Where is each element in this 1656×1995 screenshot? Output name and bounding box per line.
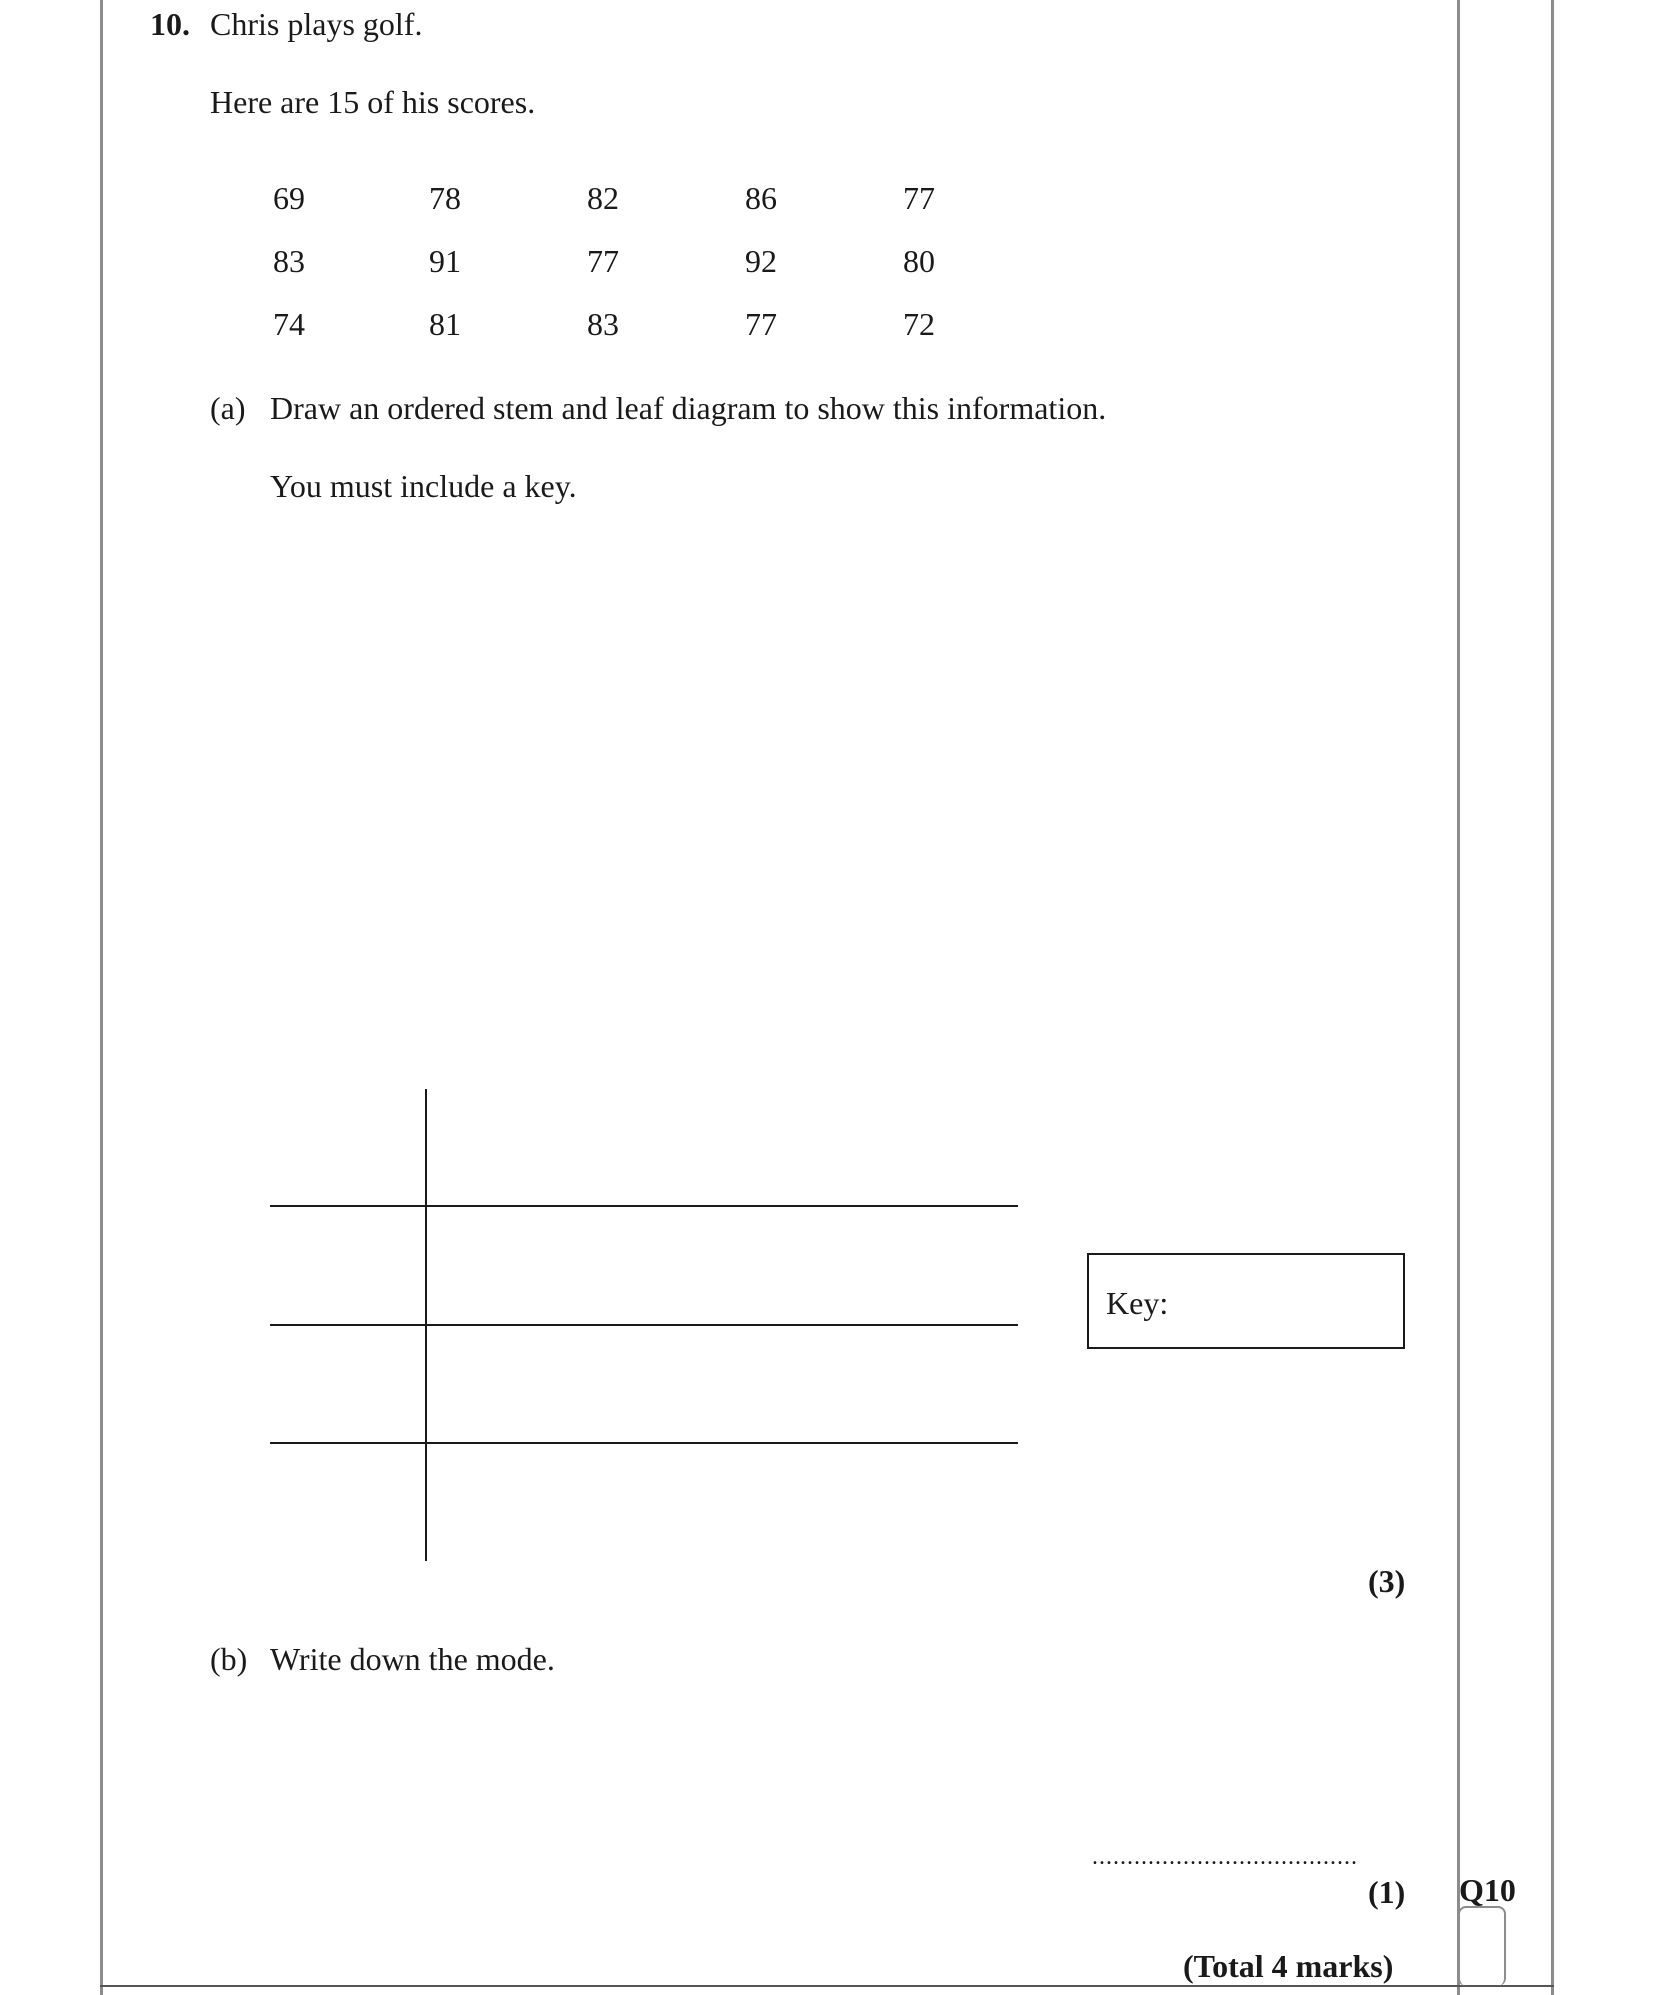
score-cell: 86: [745, 180, 777, 216]
score-cell: 80: [903, 243, 935, 279]
score-cell: 81: [429, 306, 461, 342]
part-a-label: (a): [210, 390, 246, 426]
key-box[interactable]: [1087, 1253, 1405, 1349]
part-a-marks: (3): [1368, 1563, 1406, 1599]
margin-mark-box: [1458, 1906, 1506, 1986]
outer-margin-line: [1551, 0, 1554, 1995]
grid-row-line: [270, 1442, 1018, 1444]
margin-question-label: Q10: [1459, 1872, 1516, 1908]
left-margin-line: [100, 0, 103, 1995]
question-intro: Chris plays golf.: [210, 6, 423, 42]
key-label: Key:: [1106, 1285, 1169, 1321]
score-cell: 69: [273, 180, 305, 216]
score-cell: 91: [429, 243, 461, 279]
grid-row-line: [270, 1324, 1018, 1326]
grid-row-line: [270, 1205, 1018, 1207]
score-cell: 72: [903, 306, 935, 342]
total-marks: (Total 4 marks): [1183, 1948, 1394, 1984]
part-a-text: Draw an ordered stem and leaf diagram to show this information.: [270, 390, 1107, 426]
score-cell: 77: [903, 180, 935, 216]
score-cell: 77: [587, 243, 619, 279]
right-margin-line: [1457, 0, 1460, 1995]
score-cell: 92: [745, 243, 777, 279]
score-cell: 83: [587, 306, 619, 342]
score-cell: 74: [273, 306, 305, 342]
score-cell: 77: [745, 306, 777, 342]
bottom-rule: [100, 1985, 1554, 1987]
score-cell: 83: [273, 243, 305, 279]
answer-line[interactable]: ......................................: [1092, 1844, 1358, 1870]
part-b-label: (b): [210, 1641, 248, 1677]
scores-intro: Here are 15 of his scores.: [210, 84, 536, 120]
score-cell: 82: [587, 180, 619, 216]
part-b-text: Write down the mode.: [270, 1641, 555, 1677]
score-cell: 78: [429, 180, 461, 216]
part-a-note: You must include a key.: [270, 468, 577, 504]
question-number: 10.: [150, 6, 190, 42]
part-b-marks: (1): [1368, 1874, 1406, 1910]
